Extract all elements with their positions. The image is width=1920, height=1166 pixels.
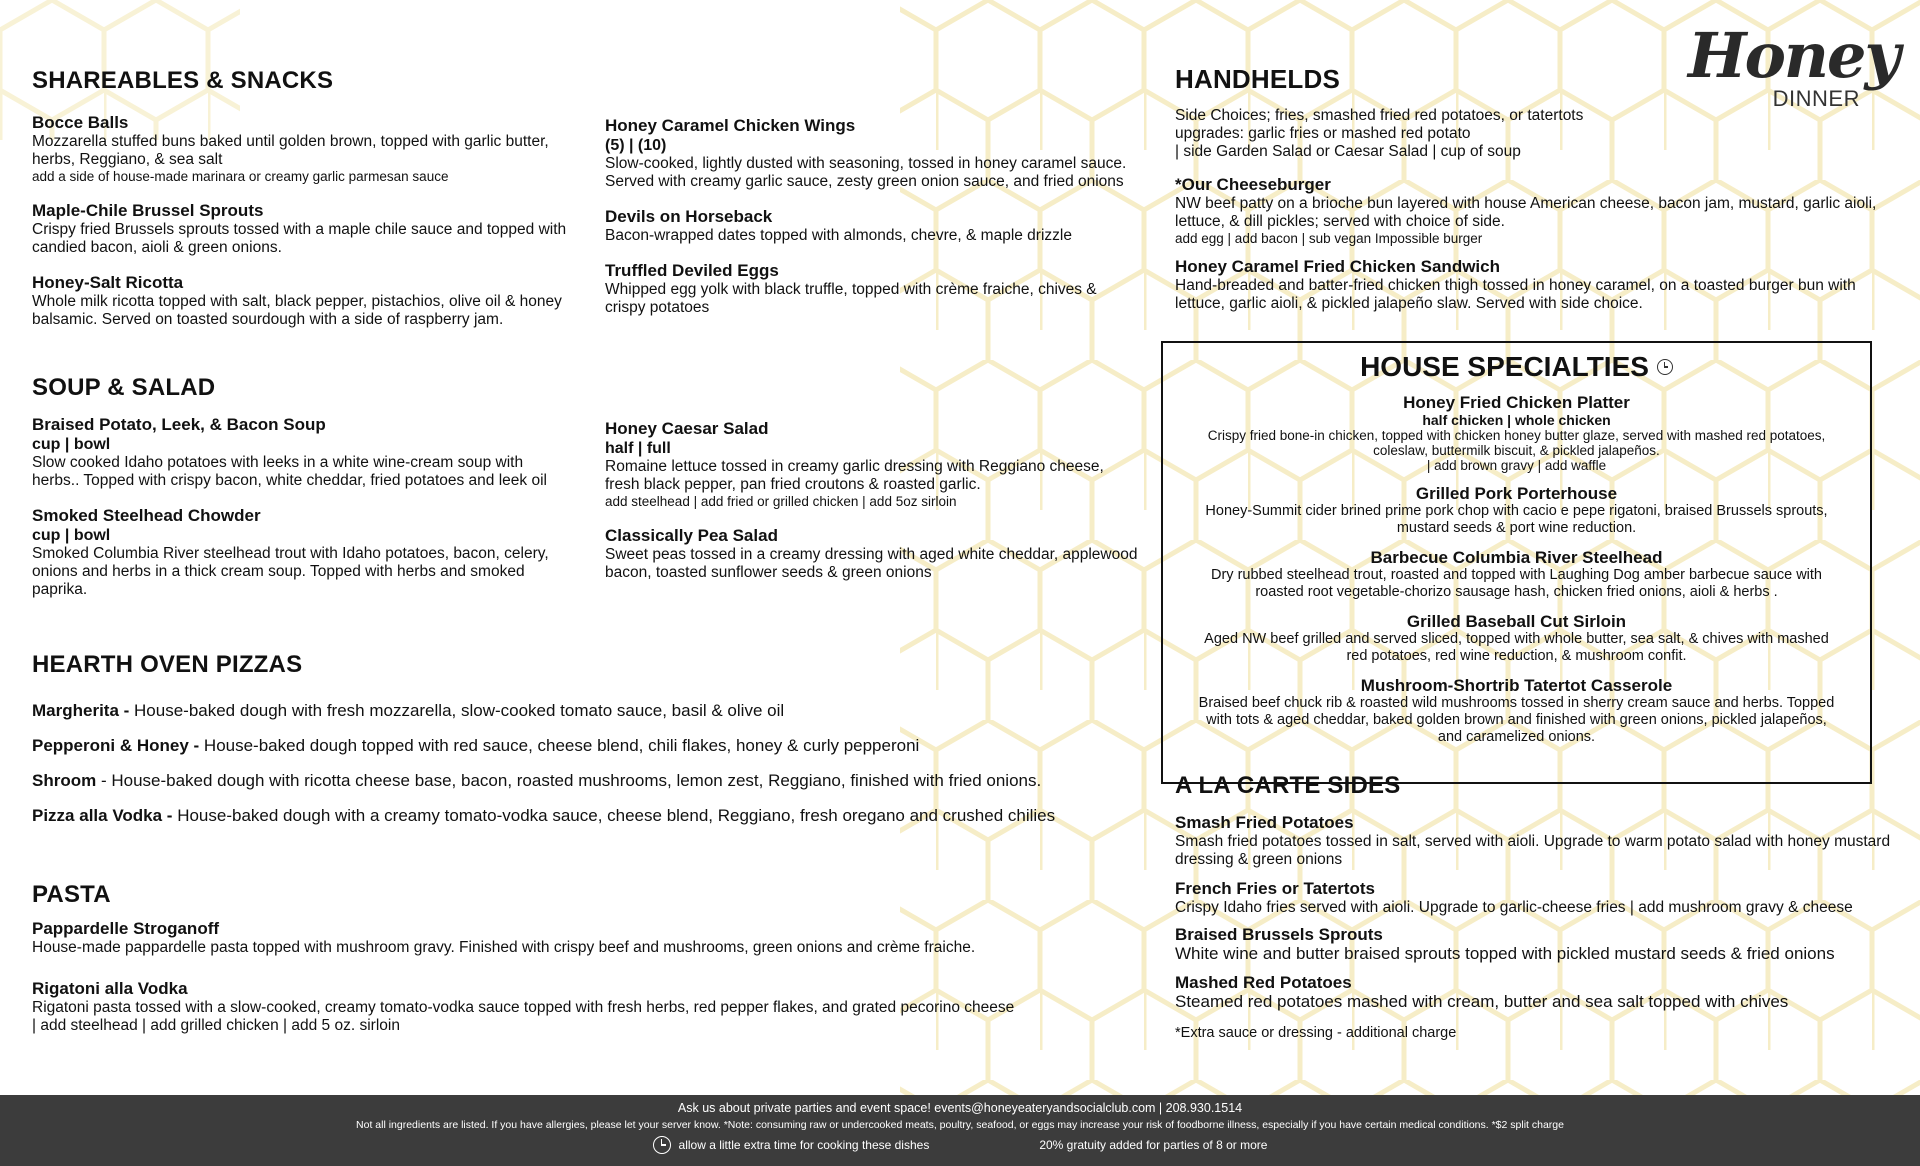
side-choices: Side Choices; fries, smashed fried red potatoes, or tatertots	[1175, 107, 1584, 124]
specialty-item	[1163, 548, 1870, 601]
item-note: | add steelhead | add grilled chicken | add 5 oz. sirloin	[32, 1017, 400, 1034]
item-name: French Fries or Tatertots	[1175, 879, 1375, 898]
clock-note-text: allow a little extra time for cooking these dishes	[678, 1138, 930, 1152]
item-description: Bacon-wrapped dates topped with almonds, chevre, & maple drizzle	[605, 227, 1072, 244]
menu-item	[1175, 925, 1895, 963]
item-description: NW beef patty on a brioche bun layered with house American cheese, bacon jam, mustard, garlic aioli, lettuce, & dill pickles; served with choice of side.	[1175, 195, 1877, 230]
section-title-shareables: SHAREABLES & SNACKS	[32, 67, 334, 94]
specialty-item	[1163, 393, 1870, 473]
item-name: Mashed Red Potatoes	[1175, 973, 1352, 992]
pizza-item	[32, 736, 1132, 756]
item-name: Grilled Pork Porterhouse	[1415, 484, 1618, 503]
side-options: | side Garden Salad or Caesar Salad | cup of soup	[1175, 143, 1521, 160]
soup-right-column	[605, 419, 1140, 598]
house-specialties-box	[1161, 341, 1872, 784]
item-note: add steelhead | add fried or grilled chicken | add 5oz sirloin	[605, 494, 957, 509]
item-sizes: half | full	[605, 440, 671, 457]
footer-contact: Ask us about private parties and event space! events@honeyeateryandsocialclub.com | 208.930.1514	[677, 1101, 1243, 1115]
item-description: Braised beef chuck rib & roasted wild mushrooms tossed in sherry cream sauce and herbs. Topped with tots & aged cheddar, baked golden brown and finished with green onions, pickled jalapeños, and caramelized onions.	[1198, 695, 1835, 745]
pizza-description: House-baked dough with fresh mozzarella, slow-cooked tomato sauce, basil & olive oil	[129, 701, 785, 720]
specialty-item	[1163, 484, 1870, 537]
pizza-name: Pepperoni & Honey -	[32, 736, 200, 755]
item-sizes: half chicken | whole chicken	[1422, 412, 1611, 428]
menu-item	[32, 415, 572, 490]
footer-notes	[0, 1136, 1920, 1154]
sides-list	[1175, 813, 1895, 1041]
house-specialties-header	[1163, 351, 1870, 383]
shareables-left-column	[32, 113, 572, 345]
item-name: Braised Potato, Leek, & Bacon Soup	[32, 415, 326, 434]
menu-item	[32, 201, 572, 257]
item-name: Devils on Horseback	[605, 207, 773, 226]
pizza-name: Pizza alla Vodka -	[32, 806, 173, 825]
item-sizes: (5) | (10)	[605, 137, 667, 154]
footer-disclaimer: Not all ingredients are listed. If you have allergies, please let your server know. *Note: consuming raw or undercooked meats, poultry, seafood, or eggs may increase your risk of foodborne illness, especially if you have certain medical conditions. *$2 split charge	[356, 1119, 1564, 1131]
item-name: Rigatoni alla Vodka	[32, 979, 188, 998]
item-name: Bocce Balls	[32, 113, 129, 132]
clock-icon	[653, 1136, 671, 1154]
section-title-handhelds: HANDHELDS	[1175, 64, 1341, 94]
item-description: Smoked Columbia River steelhead trout with Idaho potatoes, bacon, celery, onions and herbs in a thick cream soup. Topped with herbs and smoked paprika.	[32, 545, 549, 598]
item-description: Sweet peas tossed in a creamy dressing with aged white cheddar, applewood bacon, toasted sunflower seeds & green onions	[605, 546, 1138, 581]
handhelds-list	[1175, 107, 1895, 329]
menu-item	[32, 979, 1132, 1035]
item-name: Classically Pea Salad	[605, 526, 778, 545]
logo-subtitle: DINNER	[1772, 86, 1860, 111]
item-name: Braised Brussels Sprouts	[1175, 925, 1383, 944]
item-name: Truffled Deviled Eggs	[605, 261, 779, 280]
pizza-description: House-baked dough topped with red sauce, cheese blend, chili flakes, honey & curly pepperoni	[199, 736, 920, 755]
menu-item	[32, 273, 572, 329]
item-description: Rigatoni pasta tossed with a slow-cooked, creamy tomato-vodka sauce topped with fresh herbs, red pepper flakes, and grated pecorino cheese	[32, 999, 1015, 1016]
menu-item	[32, 113, 572, 185]
item-description: Crispy fried Brussels sprouts tossed with a maple chile sauce and topped with candied bacon, aioli & green onions.	[32, 221, 567, 256]
menu-item	[1175, 257, 1895, 313]
logo-wordmark: Honey	[1688, 19, 1899, 92]
item-description: Aged NW beef grilled and served sliced, topped with whole butter, sea salt, & chives with mashed red potatoes, red wine reduction, & mushroom confit.	[1204, 631, 1829, 664]
section-title-soup-salad: SOUP & SALAD	[32, 374, 216, 401]
menu-item	[1175, 973, 1895, 1011]
item-description: Steamed red potatoes mashed with cream, butter and sea salt topped with chives	[1175, 992, 1789, 1011]
pizza-list	[32, 701, 1132, 841]
item-description: Crispy Idaho fries served with aioli. Upgrade to garlic-cheese fries | add mushroom gravy & cheese	[1175, 899, 1853, 916]
pizza-item	[32, 771, 1132, 791]
item-name: Honey Caesar Salad	[605, 419, 769, 438]
item-description: House-made pappardelle pasta topped with mushroom gravy. Finished with crispy beef and mushrooms, green onions and crème fraiche.	[32, 939, 976, 956]
item-description: White wine and butter braised sprouts topped with pickled mustard seeds & fried onions	[1175, 944, 1835, 963]
menu-item	[32, 919, 1132, 957]
shareables-right-column	[605, 116, 1140, 333]
menu-item	[605, 419, 1140, 510]
item-name: Honey Caramel Fried Chicken Sandwich	[1175, 257, 1500, 276]
item-description: Hand-breaded and batter-fried chicken thigh tossed in honey caramel, on a toasted burger bun with lettuce, garlic aioli, & pickled jalapeño slaw. Served with side choice.	[1175, 277, 1856, 312]
section-title-sides: A LA CARTE SIDES	[1175, 772, 1401, 799]
item-name: Pappardelle Stroganoff	[32, 919, 220, 938]
item-description: Slow cooked Idaho potatoes with leeks in a white wine-cream soup with herbs.. Topped with crispy bacon, white cheddar, fried potatoes and leek oil	[32, 454, 547, 489]
item-name: Smoked Steelhead Chowder	[32, 506, 261, 525]
item-name: Honey Caramel Chicken Wings	[605, 116, 856, 135]
item-description: Honey-Summit cider brined prime pork chop with cacio e pepe rigatoni, braised Brussels sprouts, mustard seeds & port wine reduction.	[1205, 503, 1828, 536]
pizza-item	[32, 701, 1132, 721]
pizza-description: House-baked dough with a creamy tomato-vodka sauce, cheese blend, Reggiano, fresh oregano and crushed chilies	[172, 806, 1056, 825]
item-name: Honey Fried Chicken Platter	[1403, 393, 1630, 412]
menu-item	[32, 506, 572, 599]
section-title-pasta: PASTA	[32, 881, 111, 908]
menu-item	[1175, 813, 1895, 869]
handhelds-intro	[1175, 107, 1895, 161]
item-name: Barbecue Columbia River Steelhead	[1370, 548, 1663, 567]
sides-footnote: *Extra sauce or dressing - additional charge	[1175, 1025, 1457, 1041]
item-name: Mushroom-Shortrib Tatertot Casserole	[1360, 676, 1673, 695]
item-note: add a side of house-made marinara or creamy garlic parmesan sauce	[32, 169, 449, 184]
pizza-item	[32, 806, 1132, 826]
menu-item	[1175, 879, 1895, 917]
item-description: Slow-cooked, lightly dusted with seasoning, tossed in honey caramel sauce. Served with creamy garlic sauce, zesty green onion sauce, and fried onions	[605, 155, 1127, 190]
item-note: add egg | add bacon | sub vegan Impossible burger	[1175, 231, 1483, 246]
menu-item	[605, 261, 1140, 317]
gratuity-note: 20% gratuity added for parties of 8 or more	[1039, 1138, 1268, 1152]
specialty-item	[1163, 612, 1870, 665]
footer-clock-note	[653, 1136, 930, 1154]
item-name: Honey-Salt Ricotta	[32, 273, 184, 292]
menu-item	[605, 207, 1140, 245]
menu-item	[605, 526, 1140, 582]
item-name: Smash Fried Potatoes	[1175, 813, 1354, 832]
clock-icon	[1657, 359, 1673, 375]
menu-item	[1175, 175, 1895, 247]
item-description: Whipped egg yolk with black truffle, topped with crème fraiche, chives & crispy potatoes	[605, 281, 1097, 316]
pizza-name: Shroom	[32, 771, 97, 790]
section-title-house-specialties: HOUSE SPECIALTIES	[1360, 351, 1649, 382]
item-name: *Our Cheeseburger	[1175, 175, 1331, 194]
menu-item	[605, 116, 1140, 191]
specialty-item	[1163, 676, 1870, 746]
pizza-name: Margherita -	[32, 701, 130, 720]
item-description: Crispy fried bone-in chicken, topped with chicken honey butter glaze, served with mashed red potatoes, coleslaw, buttermilk biscuit, & pickled jalapeños.	[1207, 428, 1826, 458]
item-description: Dry rubbed steelhead trout, roasted and topped with Laughing Dog amber barbecue sauce with roasted root vegetable-chorizo sausage hash, chicken fried onions, aioli & herbs .	[1210, 567, 1822, 600]
item-sizes: cup | bowl	[32, 436, 111, 453]
pasta-list	[32, 919, 1132, 1051]
item-description: Whole milk ricotta topped with salt, black pepper, pistachios, olive oil & honey balsamic. Served on toasted sourdough with a side of raspberry jam.	[32, 293, 562, 328]
item-description: Smash fried potatoes tossed in salt, served with aioli. Upgrade to warm potato salad with honey mustard dressing & green onions	[1175, 833, 1891, 868]
item-name: Grilled Baseball Cut Sirloin	[1406, 612, 1627, 631]
section-title-pizzas: HEARTH OVEN PIZZAS	[32, 651, 303, 678]
pizza-description: - House-baked dough with ricotta cheese base, bacon, roasted mushrooms, lemon zest, Reggiano, finished with fried onions.	[96, 771, 1042, 790]
item-description: Mozzarella stuffed buns baked until golden brown, topped with garlic butter, herbs, Reggiano, & sea salt	[32, 133, 549, 168]
upgrades: upgrades: garlic fries or mashed red potato	[1175, 125, 1471, 142]
item-name: Maple-Chile Brussel Sprouts	[32, 201, 264, 220]
item-description: Romaine lettuce tossed in creamy garlic dressing with Reggiano cheese, fresh black pepper, pan fried croutons & roasted garlic.	[605, 458, 1104, 493]
item-note: | add brown gravy | add waffle	[1426, 458, 1607, 473]
footer-bar	[0, 1095, 1920, 1166]
soup-left-column	[32, 415, 572, 615]
item-sizes: cup | bowl	[32, 527, 111, 544]
